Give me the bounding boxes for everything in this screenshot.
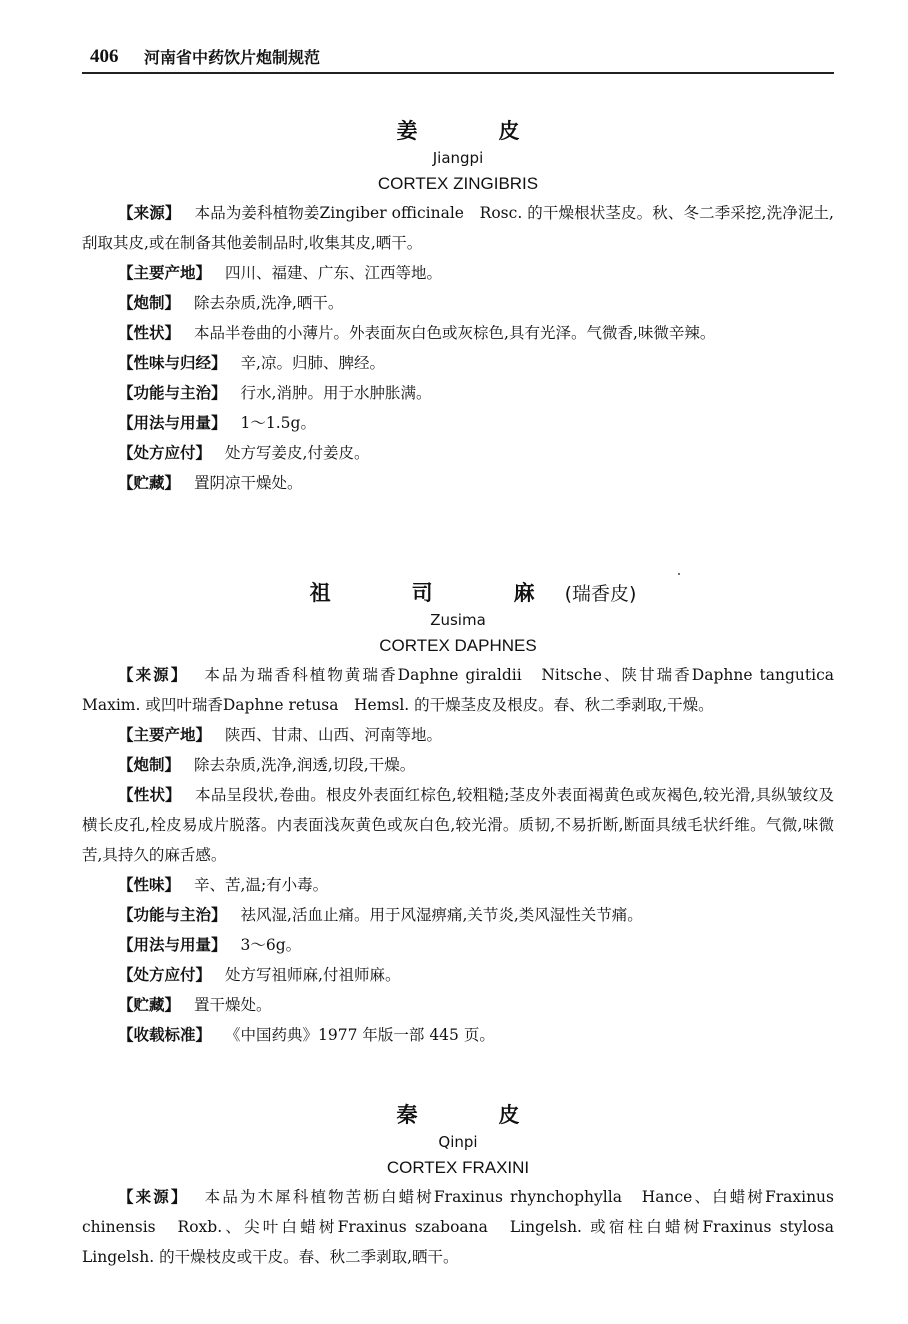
entry-title: 秦 皮 [396, 1103, 550, 1127]
book-title: 河南省中药饮片炮制规范 [144, 48, 321, 67]
entry-title-alias: (瑞香皮) [564, 583, 637, 605]
item-processing: 【炮制】 除去杂质,洗净,润透,切段,干燥。 [118, 756, 416, 774]
entry-zusima [82, 578, 850, 1050]
item-source: 【来源】 本品为木犀科植物苦枥白蜡树Fraxinus rhynchophylla Hance、白蜡树Fraxinus chinensis Roxb.、尖叶白蜡树Fraxinus szaboana Lingelsh. 或宿柱白蜡树Fraxinus stylosa Lingelsh. 的干燥枝皮或干皮。春、秋二季剥取,晒干。 [82, 1188, 850, 1266]
running-header [82, 40, 834, 74]
item-dosage: 【用法与用量】 1～1.5g。 [118, 414, 316, 432]
entry-latin-name: CORTEX DAPHNES [379, 636, 537, 655]
entry-pinyin: Zusima [430, 611, 486, 629]
item-storage: 【贮藏】 置干燥处。 [118, 996, 272, 1014]
item-origin: 【主要产地】 陕西、甘肃、山西、河南等地。 [118, 726, 443, 744]
item-source: 【来源】 本品为瑞香科植物黄瑞香Daphne giraldii Nitsche、陕甘瑞香Daphne tangutica Maxim. 或凹叶瑞香Daphne retusa Hemsl. 的干燥茎皮及根皮。春、秋二季剥取,干燥。 [82, 666, 850, 714]
item-source: 【来源】 本品为姜科植物姜Zingiber officinale Rosc. 的干燥根状茎皮。秋、冬二季采挖,洗净泥土,刮取其皮,或在制备其他姜制品时,收集其皮,晒干。 [82, 204, 834, 252]
item-description: 【性状】 本品半卷曲的小薄片。外表面灰白色或灰棕色,具有光泽。气微香,味微辛辣。 [118, 324, 716, 342]
entry-qinpi [82, 1100, 850, 1272]
item-processing: 【炮制】 除去杂质,洗净,晒干。 [118, 294, 344, 312]
item-prescription: 【处方应付】 处方写祖师麻,付祖师麻。 [118, 966, 401, 984]
entry-title: 姜 皮 [396, 119, 550, 143]
item-function: 【功能与主治】 行水,消肿。用于水肿胀满。 [118, 384, 432, 402]
item-prescription: 【处方应付】 处方写姜皮,付姜皮。 [118, 444, 370, 462]
item-origin: 【主要产地】 四川、福建、广东、江西等地。 [118, 264, 443, 282]
item-standard: 【收载标准】 《中国药典》1977 年版一部 445 页。 [118, 1026, 495, 1044]
item-description: 【性状】 本品呈段状,卷曲。根皮外表面红棕色,较粗糙;茎皮外表面褐黄色或灰褐色,较光滑,具纵皱纹及横长皮孔,栓皮易成片脱落。内表面浅灰黄色或灰白色,较光滑。质韧,不易折断,断面具绒毛状纤维。气微,味微苦,具持久的麻舌感。 [82, 786, 834, 864]
item-nature-meridian: 【性味与归经】 辛,凉。归肺、脾经。 [118, 354, 385, 372]
speck-mark [678, 573, 680, 575]
item-nature: 【性味】 辛、苦,温;有小毒。 [118, 876, 329, 894]
entry-pinyin: Jiangpi [432, 149, 484, 167]
entry-title: 祖 司 麻(瑞香皮) [309, 581, 637, 605]
entry-latin-name: CORTEX FRAXINI [386, 1158, 530, 1177]
item-dosage: 【用法与用量】 3～6g。 [118, 936, 302, 954]
item-function: 【功能与主治】 祛风湿,活血止痛。用于风湿痹痛,关节炎,类风湿性关节痛。 [118, 906, 643, 924]
page-number: 406 [90, 46, 119, 67]
entry-pinyin: Qinpi [438, 1133, 478, 1151]
entry-latin-name: CORTEX ZINGIBRIS [377, 174, 539, 193]
item-storage: 【贮藏】 置阴凉干燥处。 [118, 474, 303, 492]
entry-jiangpi [82, 116, 834, 498]
